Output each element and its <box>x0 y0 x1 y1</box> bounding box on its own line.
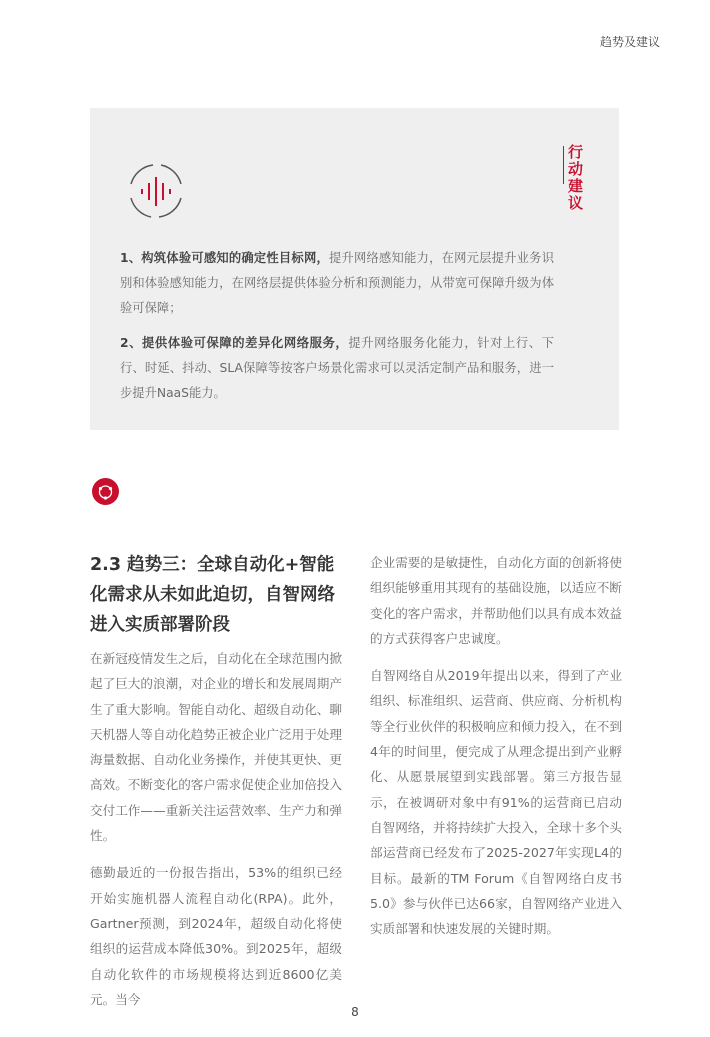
action-label: 行动建议 <box>568 143 584 212</box>
action-suggestion-box <box>90 108 619 430</box>
action-item-1 <box>120 246 554 321</box>
action-item-text: 提升网络服务化能力，针对上行、下行、时延、抖动、SLA保障等按客户场景化需求可以灵活定制产品和服务，进一步提升NaaS能力。 <box>120 336 554 400</box>
running-header: 趋势及建议 <box>599 35 660 49</box>
section-title: 2.3 趋势三：全球自动化+智能化需求从未如此迫切，自智网络进入实质部署阶段 <box>90 555 335 635</box>
body-paragraph: 德勤最近的一份报告指出，53%的组织已经开始实施机器人流程自动化(RPA)。此外，Gartner预测，到2024年，超级自动化将使组织的运营成本降低30%。到2025年，超级自动化软件的市场规模将达到近8600亿美元。当今 <box>90 865 342 1007</box>
signal-cycle-icon <box>123 158 189 224</box>
action-item-heading: 2、提供体验可保障的差异化网络服务， <box>120 336 349 350</box>
label-divider <box>563 146 564 184</box>
page-number: 8 <box>351 1005 359 1019</box>
action-item-2 <box>120 331 554 406</box>
section-badge-icon <box>92 478 119 505</box>
body-paragraph: 企业需要的是敏捷性，自动化方面的创新将使组织能够重用其现有的基础设施，以适应不断变化的客户需求，并帮助他们以具有成本效益的方式获得客户忠诚度。 <box>370 555 622 646</box>
action-item-text: 提升网络感知能力，在网元层提升业务识别和体验感知能力，在网络层提供体验分析和预测能力，从带宽可保障升级为体验可保障； <box>120 251 554 315</box>
body-paragraph: 在新冠疫情发生之后，自动化在全球范围内掀起了巨大的浪潮，对企业的增长和发展周期产生了重大影响。智能自动化、超级自动化、聊天机器人等自动化趋势正被企业广泛用于处理海量数据、自动化业务操作，并使其更快、更高效。不断变化的客户需求促使企业加倍投入交付工作——重新关注运营效率、生产力和弹性。 <box>90 651 342 844</box>
body-paragraph: 自智网络自从2019年提出以来，得到了产业组织、标准组织、运营商、供应商、分析机构等全行业伙伴的积极响应和倾力投入，在不到4年的时间里，便完成了从理念提出到产业孵化、从愿景展望到实践部署。第三方报告显示，在被调研对象中有91%的运营商已启动自智网络，并将持续扩大投入，全球十多个头部运营商已经发布了2025-2027年实现L4的目标。最新的TM Forum《自智网络白皮书5.0》参与伙伴已达66家，自智网络产业进入实质部署和快速发展的关键时期。 <box>370 668 622 937</box>
right-column <box>370 550 622 953</box>
left-column <box>90 550 342 1024</box>
action-item-heading: 1、构筑体验可感知的确定性目标网， <box>120 251 329 265</box>
